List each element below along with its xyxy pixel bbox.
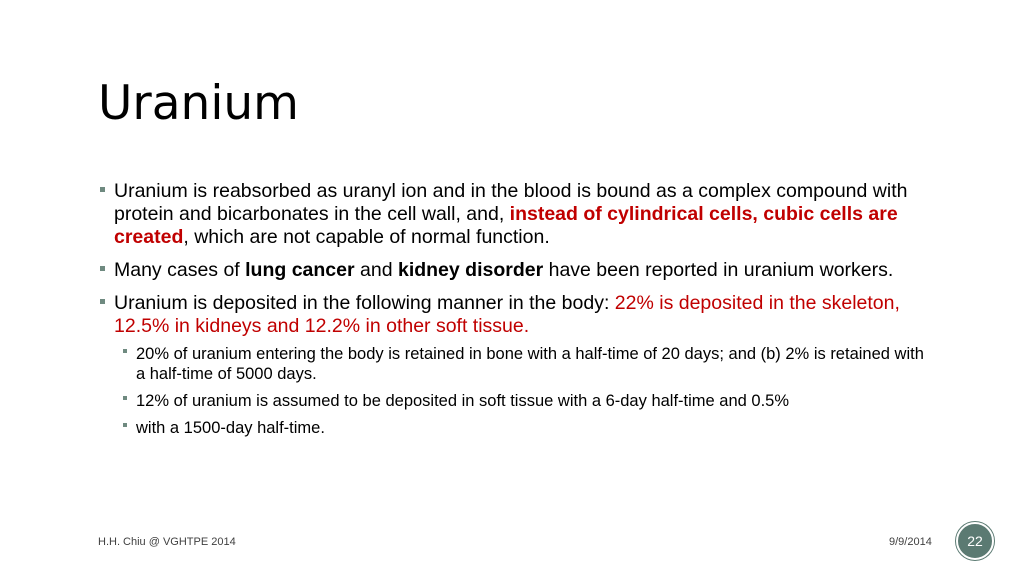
bullet-text: , which are not capable of normal function. (183, 226, 550, 248)
bold-text: kidney disorder (397, 259, 544, 281)
sub-bullet-item (120, 391, 928, 411)
bullet-text: and (354, 259, 398, 281)
bullet-item (98, 259, 928, 282)
bullet-item (98, 180, 928, 249)
page-number-badge: 22 (956, 522, 994, 560)
footer-author: H.H. Chiu @ VGHTPE 2014 (98, 536, 236, 548)
bullet-text: Many cases of (114, 259, 246, 281)
sub-bullet-text: 12% of uranium is assumed to be deposited in soft tissue with a 6-day half-time and 0.5% (136, 392, 790, 410)
sub-bullet-text: with a 1500-day half-time. (136, 419, 325, 437)
square-bullet-icon (100, 266, 105, 271)
highlighted-text: instead of cylindrical cells, cubic cells are created (114, 203, 898, 248)
bullet-text: Uranium is reabsorbed as uranyl ion and in the blood is bound as a complex compound with protein and bicarbonates in the cell wall, and, (114, 180, 908, 225)
highlighted-text: 22% is deposited in the skeleton, 12.5% in kidneys and 12.2% in other soft tissue. (114, 292, 900, 337)
square-bullet-icon (100, 187, 105, 192)
footer-date: 9/9/2014 (889, 536, 932, 548)
slide-content (98, 180, 928, 445)
sub-bullet-item (120, 344, 928, 384)
bold-text: lung cancer (245, 259, 355, 281)
bullet-text: have been reported in uranium workers. (543, 259, 894, 281)
square-bullet-icon (123, 423, 127, 427)
square-bullet-icon (100, 299, 105, 304)
square-bullet-icon (123, 349, 127, 353)
sub-bullet-item (120, 418, 928, 438)
bullet-text: Uranium is deposited in the following manner in the body: (114, 292, 615, 314)
sub-bullet-text: 20% of uranium entering the body is retained in bone with a half-time of 20 days; and (b) 2% is retained with a half-time of 5000 days. (136, 345, 924, 383)
slide-title: Uranium (98, 76, 299, 131)
sub-bullet-list (98, 344, 928, 438)
bullet-item (98, 292, 928, 338)
square-bullet-icon (123, 396, 127, 400)
